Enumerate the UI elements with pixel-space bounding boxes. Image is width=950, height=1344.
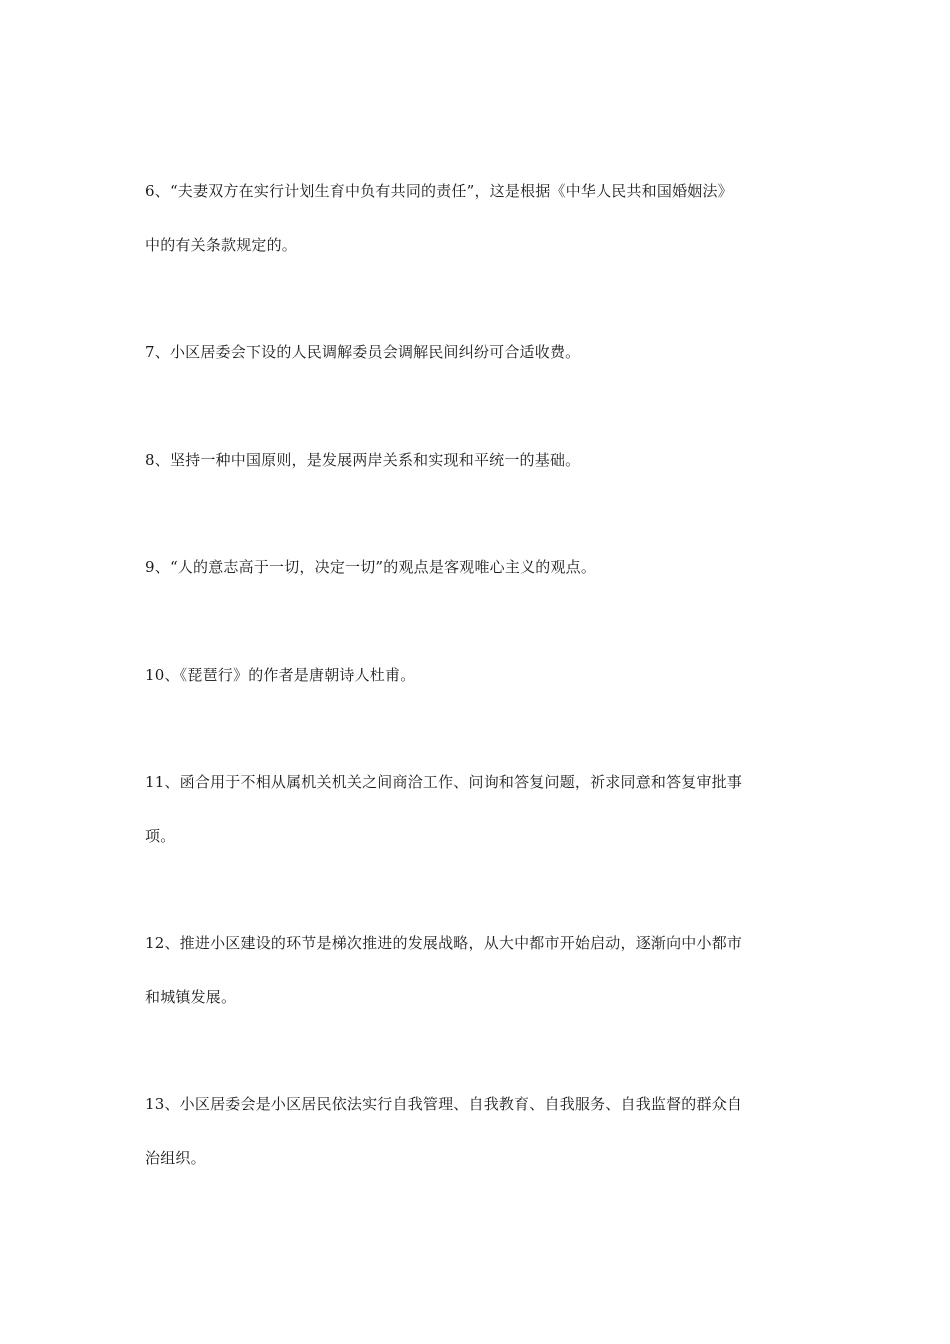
item-11-line-2: 项。 xyxy=(145,827,176,845)
item-13-line-1: 13、小区居委会是小区居民依法实行自我管理、自我教育、自我服务、自我监督的群众自 xyxy=(145,1095,743,1113)
item-9-line-1: 9、“人的意志高于一切，决定一切”的观点是客观唯心主义的观点。 xyxy=(145,558,597,576)
item-12-line-1: 12、推进小区建设的环节是梯次推进的发展战略，从大中都市开始启动，逐渐向中小都市 xyxy=(145,934,743,952)
item-8-line-1: 8、坚持一种中国原则，是发展两岸关系和实现和平统一的基础。 xyxy=(145,451,581,469)
item-10-line-1: 10、《琵琶行》的作者是唐朝诗人杜甫。 xyxy=(145,666,416,684)
item-13-line-2: 治组织。 xyxy=(145,1149,206,1167)
item-7-line-1: 7、小区居委会下设的人民调解委员会调解民间纠纷可合适收费。 xyxy=(145,343,581,361)
item-11-line-1: 11、函合用于不相从属机关机关之间商洽工作、问询和答复问题，祈求同意和答复审批事 xyxy=(145,773,743,791)
item-6-line-2: 中的有关条款规定的。 xyxy=(145,236,298,254)
item-12-line-2: 和城镇发展。 xyxy=(145,988,237,1006)
item-6-line-1: 6、“夫妻双方在实行计划生育中负有共同的责任”，这是根据《中华人民共和国婚姻法》 xyxy=(145,182,733,200)
